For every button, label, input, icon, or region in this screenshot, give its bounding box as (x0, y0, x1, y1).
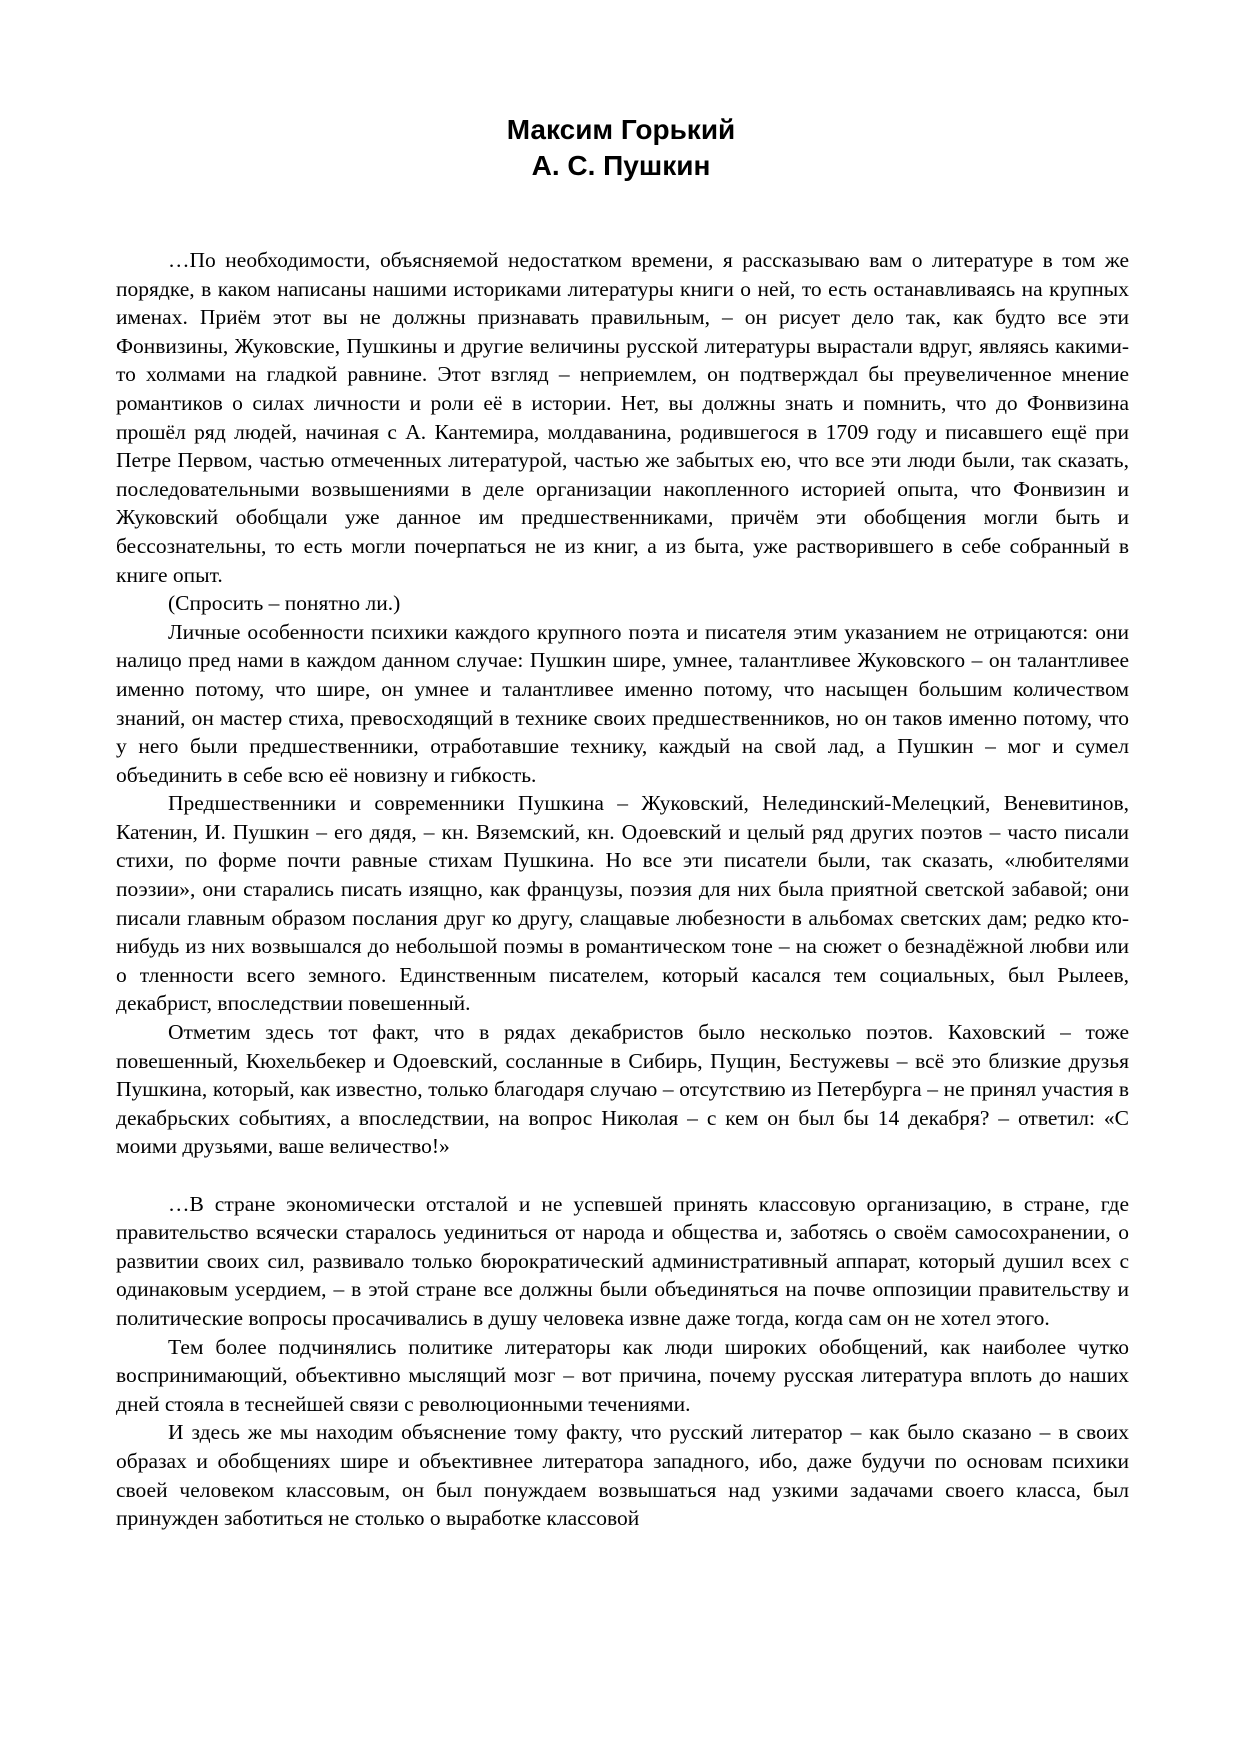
author-name: Максим Горький (506, 114, 736, 145)
section-break (116, 1161, 1129, 1190)
paragraph: …По необходимости, объясняемой недостатком времени, я рассказываю вам о литературе в том же порядке, в каком написаны нашими историками литературы книги о ней, то есть останавливаясь на крупных именах. Приём этот вы не должны признавать правильным, – он рисует дело так, как будто все эти Фонвизины, Жуковские, Пушкины и другие величины русской литературы вырастали вдруг, являясь какими-то холмами на гладкой равнине. Этот взгляд – неприемлем, он подтверждал бы преувеличенное мнение романтиков о силах личности и роли её в истории. Нет, вы должны знать и помнить, что до Фонвизина прошёл ряд людей, начиная с А. Кантемира, молдаванина, родившегося в 1709 году и писавшего ещё при Петре Первом, частью отмеченных литературой, частью же забытых ею, что все эти люди были, так сказать, последовательными возвышениями в деле организации накопленного историей опыта, что Фонвизин и Жуковский обобщали уже данное им предшественниками, причём эти обобщения могли быть и бессознательны, то есть могли почерпаться не из книг, а из быта, уже растворившего в себе собранный в книге опыт. (116, 248, 1129, 587)
paragraph: И здесь же мы находим объяснение тому факту, что русский литератор – как было сказано – в своих образах и обобщениях шире и объективнее литератора западного, ибо, даже будучи по основам психики своей человеком классовым, он был понуждаем возвышаться над узкими задачами своего класса, был принужден заботиться не столько о выработке классовой (116, 1420, 1129, 1531)
paragraph: Отметим здесь тот факт, что в рядах декабристов было несколько поэтов. Каховский – тоже повешенный, Кюхельбекер и Одоевский, сосланные в Сибирь, Пущин, Бестужевы – всё это близкие друзья Пушкина, который, как известно, только благодаря случаю – отсутствию из Петербурга – не принял участия в декабрьских событиях, а впоследствии, на вопрос Николая – с кем он был бы 14 декабря? – ответил: «С моими друзьями, ваше величество!» (116, 1020, 1129, 1159)
document-title: А. С. Пушкин (531, 150, 711, 181)
title-block (0, 112, 1242, 184)
paragraph: Тем более подчинялись политике литераторы как люди широких обобщений, как наиболее чутко воспринимающий, объективно мыслящий мозг – вот причина, почему русская литература вплоть до наших дней стояла в теснейшей связи с революционными течениями. (116, 1334, 1129, 1416)
paragraph: …В стране экономически отсталой и не успевшей принять классовую организацию, в стране, где правительство всячески старалось уединиться от народа и общества и, заботясь о своём самосохранении, о развитии своих сил, развивало только бюрократический административный аппарат, который душил всех с одинаковым усердием, – в этой стране все должны были объединяться на почве оппозиции правительству и политические вопросы просачивались в душу человека извне даже тогда, когда сам он не хотел этого. (116, 1191, 1129, 1330)
paragraph: Предшественники и современники Пушкина – Жуковский, Нелединский-Мелецкий, Веневитинов, Катенин, И. Пушкин – его дядя, – кн. Вяземский, кн. Одоевский и целый ряд других поэтов – часто писали стихи, по форме почти равные стихам Пушкина. Но все эти писатели были, так сказать, «любителями поэзии», они старались писать изящно, как французы, поэзия для них была приятной светской забавой; они писали главным образом послания друг ко другу, слащавые любезности в альбомах светских дам; редко кто-нибудь из них возвышался до небольшой поэмы в романтическом тоне – на сюжет о безнадёжной любви или о тленности всего земного. Единственным писателем, который касался тем социальных, был Рылеев, декабрист, впоследствии повешенный. (116, 791, 1129, 1016)
paragraph: (Спросить – понятно ли.) (168, 591, 401, 616)
body-text (116, 246, 1129, 1533)
paragraph: Личные особенности психики каждого крупного поэта и писателя этим указанием не отрицаются: они налицо пред нами в каждом данном случае: Пушкин шире, умнее, талантливее Жуковского – он талантливее именно потому, что шире, он умнее и талантливее именно потому, что насыщен большим количеством знаний, он мастер стиха, превосходящий в технике своих предшественников, но он таков именно потому, что у него были предшественники, отработавшие технику, каждый на свой лад, а Пушкин – мог и сумел объединить в себе всю её новизну и гибкость. (116, 619, 1129, 787)
